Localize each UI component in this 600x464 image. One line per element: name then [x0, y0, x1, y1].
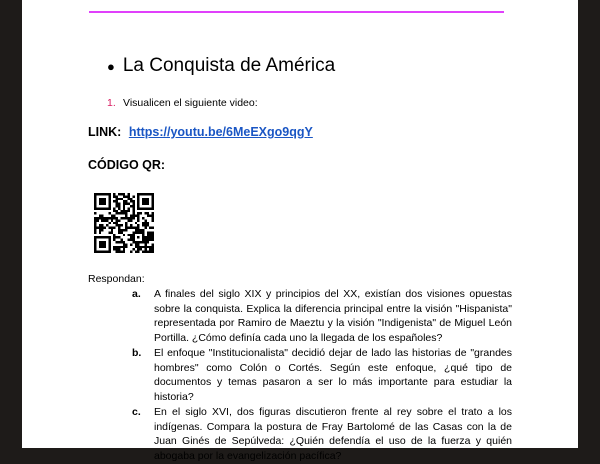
- link-label: LINK:: [88, 125, 122, 139]
- question-text: A finales del siglo XIX y principios del XX, existían dos visiones opuestas sobre la conquista. Explica la diferencia principal entre la visión "Hispanista" representada por Ramiro de Maeztu y la visión "Indigenista" de Miguel León Portilla. ¿Cómo definía cada uno la llegada de los españoles?: [154, 288, 512, 344]
- video-link[interactable]: https://youtu.be/6MeEXgo9qgY: [128, 125, 313, 139]
- respond-label: Respondan:: [88, 273, 145, 285]
- document-page: [22, 0, 578, 462]
- question-item: [130, 287, 512, 345]
- question-letter: b.: [132, 347, 142, 359]
- heading-text: La Conquista de América: [122, 55, 336, 76]
- question-item: [130, 346, 512, 404]
- qr-label: CÓDIGO QR:: [88, 158, 166, 172]
- qr-code-icon: [94, 193, 154, 253]
- question-list: [130, 287, 512, 464]
- instruction-number: 1.: [107, 97, 116, 109]
- header-rule: [89, 11, 504, 13]
- question-item: [130, 405, 512, 463]
- link-line: [88, 125, 313, 139]
- instruction-text: Visualicen el siguiente video:: [123, 97, 258, 109]
- question-text: El enfoque "Institucionalista" decidió dejar de lado las historias de "grandes hombres" como Colón o Cortés. Según este enfoque, ¿qué tipo de documentos y temas pasaron a ser lo más importante para estudiar la historia?: [154, 347, 512, 403]
- section-heading: [107, 55, 335, 77]
- question-letter: a.: [132, 288, 141, 300]
- question-letter: c.: [132, 406, 141, 418]
- instruction-item: [107, 97, 258, 109]
- question-text: En el siglo XVI, dos figuras discutieron frente al rey sobre el trato a los indígenas. Compara la postura de Fray Bartolomé de las Casas con la de Juan Ginés de Sepúlveda: ¿Quién defendía el uso de la fuerza y quién abogaba por la evangelización pacífica?: [154, 406, 512, 462]
- bullet-icon: ●: [107, 58, 115, 74]
